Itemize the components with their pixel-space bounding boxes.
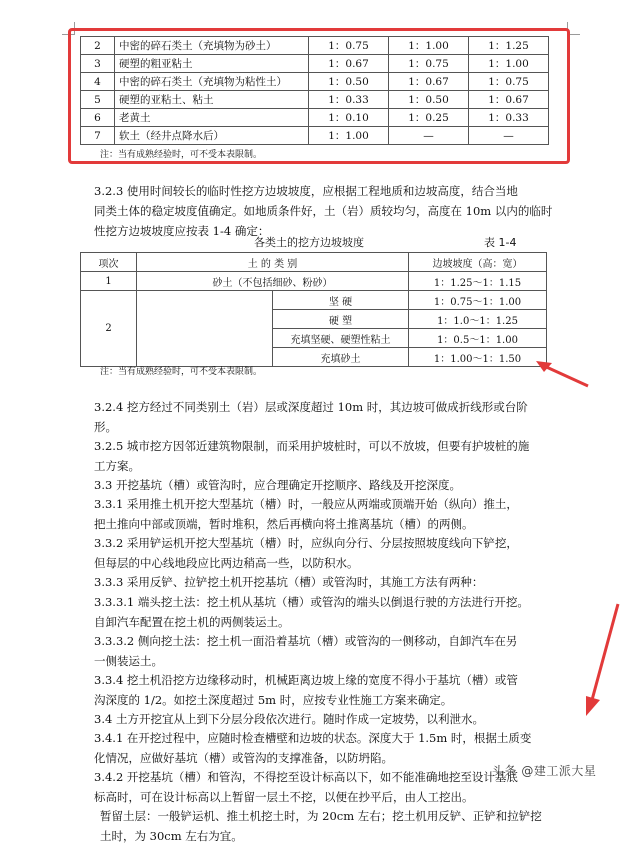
table2-header-slope: 边坡坡度（高：宽） xyxy=(409,253,547,272)
table1-cell-c3: — xyxy=(469,127,549,145)
table1-cell-name: 老黄土 xyxy=(115,109,309,127)
table2-cell-subtype: 充填砂土 xyxy=(273,348,409,367)
paragraph-line: 3.3.3.1 端头挖土法：挖土机从基坑（槽）或管沟的端头以倒退行驶的方法进行开挖。 xyxy=(94,595,529,609)
paragraph-line: 3.2.4 挖方经过不同类别土（岩）层或深度超过 10m 时，其边坡可做成折线形或台阶 xyxy=(94,400,528,414)
red-arrow-icon xyxy=(532,358,592,390)
table1-cell-c2: 1：0.25 xyxy=(389,109,469,127)
paragraph-line: 3.3.2 采用铲运机开挖大型基坑（槽）时，应纵向分行、分层按照坡度线向下铲挖， xyxy=(94,536,518,550)
table1-row xyxy=(81,55,549,73)
table1-cell-c3: 1：1.25 xyxy=(469,37,549,55)
table2-cell-subtype: 硬 塑 xyxy=(273,310,409,329)
table2-cell-subtype: 坚 硬 xyxy=(273,291,409,310)
paragraph-line: 3.3.3 采用反铲、拉铲挖土机开挖基坑（槽）或管沟时，其施工方法有两种： xyxy=(94,575,484,589)
red-arrow-down-icon xyxy=(580,600,624,720)
paragraph-line: 标高时，可在设计标高以上暂留一层土不挖，以便在抄平后，由人工挖出。 xyxy=(94,790,474,804)
table1-cell-c3: 1：0.67 xyxy=(469,91,549,109)
paragraph-line: 同类土体的稳定坡度值确定。如地质条件好，土（岩）质较均匀，高度在 10m 以内的临时 xyxy=(94,204,553,218)
table1-cell-idx: 2 xyxy=(81,37,115,55)
table2-number: 表 1-4 xyxy=(484,236,517,249)
body-paragraph xyxy=(94,631,550,671)
table2-header-type: 土 的 类 别 xyxy=(137,253,409,272)
table1-cell-c2: 1：0.50 xyxy=(389,91,469,109)
table2-cell-idx: 2 xyxy=(81,291,137,367)
table2-cell-slope: 1：1.0～1：1.25 xyxy=(409,310,547,329)
table2-header-idx: 项次 xyxy=(81,253,137,272)
paragraph-line: 性挖方边坡坡度应按表 1-4 确定： xyxy=(94,224,270,238)
table2-cell-idx: 1 xyxy=(81,272,137,291)
paragraph-line: 3.4 土方开挖宜从上到下分层分段依次进行。随时作成一定坡势，以利泄水。 xyxy=(94,712,484,726)
table1-cell-name: 软土（经井点降水后） xyxy=(115,127,309,145)
paragraph-line: 3.3.1 采用推土机开挖大型基坑（槽）时，一般应从两端或顶端开始（纵向）推土， xyxy=(94,497,518,511)
table2-row xyxy=(81,272,547,291)
table2-cell-slope: 1：0.5～1：1.00 xyxy=(409,329,547,348)
table2-title: 各类土的挖方边坡坡度 xyxy=(254,236,364,249)
table1-cell-idx: 4 xyxy=(81,73,115,91)
table1-cell-c1: 1：0.10 xyxy=(309,109,389,127)
table1-cell-c3: 1：0.75 xyxy=(469,73,549,91)
table1-cell-idx: 5 xyxy=(81,91,115,109)
table1-cell-idx: 3 xyxy=(81,55,115,73)
table1-cell-idx: 7 xyxy=(81,127,115,145)
table1-body xyxy=(81,37,549,145)
paragraph-line: 3.4.1 在开挖过程中，应随时检查槽壁和边坡的状态。深度大于 1.5m 时，根据土质变 xyxy=(94,731,532,745)
table1-cell-c1: 1：0.67 xyxy=(309,55,389,73)
table1-note: 注：当有成熟经验时，可不受本表限制。 xyxy=(100,150,263,160)
table1-cell-name: 硬塑的亚粘土、粘土 xyxy=(115,91,309,109)
table2-note: 注：当有成熟经验时，可不受本表限制。 xyxy=(100,367,263,377)
paragraph-line: 但每层的中心线地段应比两边稍高一些，以防积水。 xyxy=(94,556,359,570)
table1-cell-c1: 1：1.00 xyxy=(309,127,389,145)
table2-header-row xyxy=(81,253,547,272)
table1-cell-idx: 6 xyxy=(81,109,115,127)
table2-cell-subtype: 充填坚硬、硬塑性粘土 xyxy=(273,329,409,348)
body-paragraph xyxy=(94,475,550,495)
table2-cell-empty xyxy=(137,291,273,367)
paragraph-line: 把土推向中部或顶端，暂时堆积，然后再横向将土推离基坑（槽）的两侧。 xyxy=(94,517,474,531)
body-paragraph-reserved-soil xyxy=(100,806,556,846)
table1-cell-name: 中密的碎石类土（充填物为砂土） xyxy=(115,37,309,55)
paragraph-line: 化情况，应做好基坑（槽）或管沟的支撑准备，以防坍陷。 xyxy=(94,751,393,765)
watermark-label: 头条 @建工派大星 xyxy=(492,764,597,778)
paragraph-line: 沟深度的 1/2。如挖土深度超过 5m 时，应按专业性施工方案来确定。 xyxy=(94,693,453,707)
paragraph-line: 自卸汽车配置在挖土机的两侧装运土。 xyxy=(94,615,290,629)
body-paragraph xyxy=(94,397,550,437)
body-paragraph xyxy=(94,728,550,768)
paragraph-3-2-3 xyxy=(94,181,553,241)
table1-cell-c2: — xyxy=(389,127,469,145)
paragraph-line: 3.3.3.2 侧向挖土法：挖土机一面沿着基坑（槽）或管沟的一侧移动，自卸汽车在另 xyxy=(94,634,518,648)
paragraph-line: 3.2.3 使用时间较长的临时性挖方边坡坡度，应根据工程地质和边坡高度，结合当地 xyxy=(94,184,518,198)
table1-cell-c3: 1：0.33 xyxy=(469,109,549,127)
paragraph-tail xyxy=(100,769,556,789)
body-paragraph xyxy=(94,670,550,710)
paragraph-line: 暂留土层：一般铲运机、推土机挖土时，为 20cm 左右；挖土机用反铲、正铲和拉铲挖 xyxy=(100,809,542,823)
body-paragraph xyxy=(94,709,550,729)
table2 xyxy=(80,252,547,367)
table1-cell-c2: 1：0.75 xyxy=(389,55,469,73)
table1-cell-c1: 1：0.50 xyxy=(309,73,389,91)
body-paragraph xyxy=(94,572,550,632)
table2-cell-type: 砂土（不包括细砂、粉砂） xyxy=(137,272,409,291)
table1-cell-c3: 1：1.00 xyxy=(469,55,549,73)
table1 xyxy=(80,36,549,145)
table1-cell-name: 硬塑的粗亚粘土 xyxy=(115,55,309,73)
table1-cell-c1: 1：0.75 xyxy=(309,37,389,55)
paragraph-line: 土时，为 30cm 左右为宜。 xyxy=(100,829,243,843)
table1-row xyxy=(81,91,549,109)
paragraph-line: 3.4.2 开挖基坑（槽）和管沟，不得挖至设计标高以下，如不能准确地挖至设计基底 xyxy=(94,770,518,784)
table1-row xyxy=(81,73,549,91)
table1-cell-name: 中密的碎石类土（充填物为粘性土） xyxy=(115,73,309,91)
paragraph-line: 形。 xyxy=(94,420,117,434)
table1-cell-c1: 1：0.33 xyxy=(309,91,389,109)
paragraph-line: 3.2.5 城市挖方因邻近建筑物限制，而采用护坡桩时，可以不放坡，但要有护坡桩的施 xyxy=(94,439,530,453)
table1-row xyxy=(81,109,549,127)
body-paragraph xyxy=(94,533,550,573)
body-paragraph xyxy=(94,436,550,476)
body-paragraph xyxy=(94,494,550,534)
table1-cell-c2: 1：0.67 xyxy=(389,73,469,91)
table1-cell-c2: 1：1.00 xyxy=(389,37,469,55)
paragraph-line: 3.3.4 挖土机沿挖方边缘移动时，机械距离边坡上缘的宽度不得小于基坑（槽）或管 xyxy=(94,673,518,687)
table2-cell-slope: 1：1.00～1：1.50 xyxy=(409,348,547,367)
table2-cell-slope: 1：1.25～1：1.15 xyxy=(409,272,547,291)
table2-cell-slope: 1：0.75～1：1.00 xyxy=(409,291,547,310)
paragraph-line: 一侧装运土。 xyxy=(94,654,163,668)
table1-row xyxy=(81,37,549,55)
paragraph-line: 工方案。 xyxy=(94,459,140,473)
paragraph-line: 3.3 开挖基坑（槽）或管沟时，应合理确定开挖顺序、路线及开挖深度。 xyxy=(94,478,461,492)
table2-row xyxy=(81,291,547,310)
table1-row xyxy=(81,127,549,145)
